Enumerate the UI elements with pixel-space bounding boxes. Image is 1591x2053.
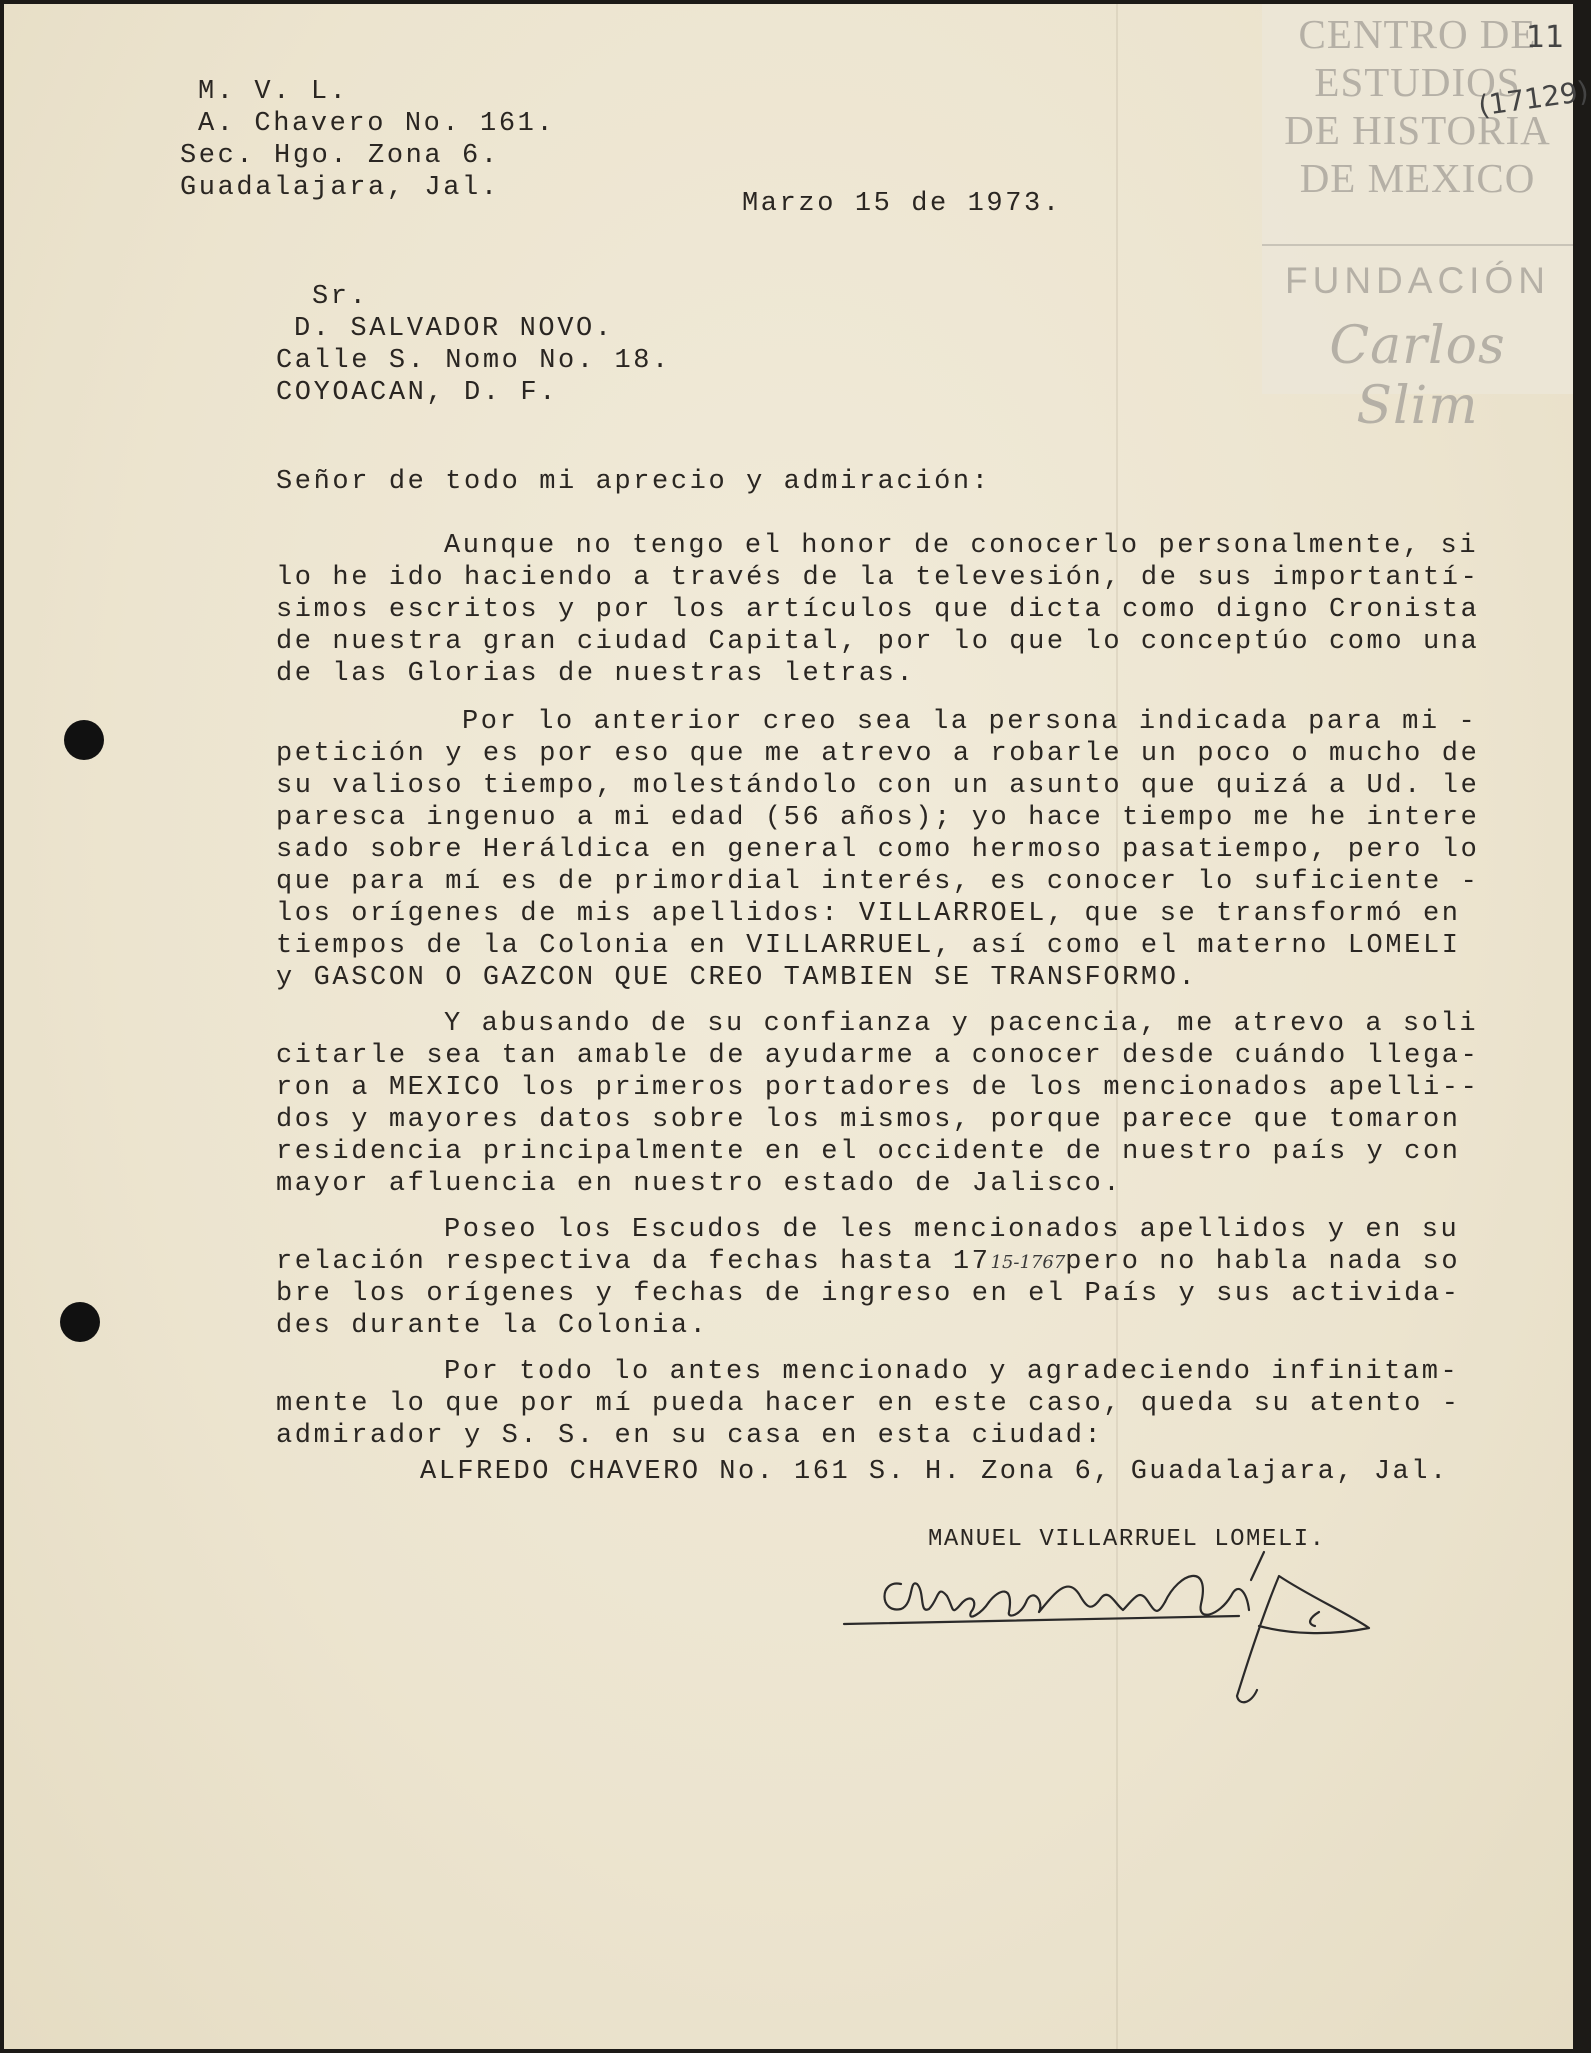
recipient-line: COYOACAN, D. F. [276, 378, 559, 408]
letter-page [4, 4, 1591, 2049]
paragraph-1-line: de las Glorias de nuestras letras. [276, 659, 916, 689]
sender-line: Guadalajara, Jal. [180, 173, 500, 203]
paragraph-4-line: Poseo los Escudos de les mencionados apellidos y en su [444, 1215, 1460, 1245]
paragraph-2-line: y GASCON O GAZCON QUE CREO TAMBIEN SE TRANSFORMO. [276, 963, 1198, 993]
folio-annotation: (17129) [1476, 74, 1591, 123]
paragraph-2-line: tiempos de la Colonia en VILLARRUEL, así como el materno LOMELI [276, 931, 1461, 961]
address-line: ALFREDO CHAVERO No. 161 S. H. Zona 6, Guadalajara, Jal. [420, 1457, 1449, 1487]
paragraph-3-line: citarle sea tan amable de ayudarme a conocer desde cuándo llega- [276, 1041, 1480, 1071]
paragraph-4-line: bre los orígenes y fechas de ingreso en el País y sus activida- [276, 1279, 1461, 1309]
paragraph-2-line: que para mí es de primordial interés, es conocer lo suficiente - [276, 867, 1480, 897]
paragraph-1-line: Aunque no tengo el honor de conocerlo personalmente, si [444, 531, 1479, 561]
handwritten-signature [839, 1484, 1379, 1714]
stamp-line: DE HISTORIA [1284, 107, 1551, 153]
sender-line: M. V. L. [198, 77, 349, 107]
recipient-line: D. SALVADOR NOVO. [294, 314, 614, 344]
handwritten-date: 15-1767 [990, 1252, 1066, 1273]
paragraph-1-line: simos escritos y por los artículos que dicta como digno Cronista [276, 595, 1480, 625]
paragraph-2-line: los orígenes de mis apellidos: VILLARROEL, que se transformó en [276, 899, 1461, 929]
archive-stamp [1262, 4, 1573, 436]
paragraph-4-line [276, 1246, 1460, 1279]
sender-line: A. Chavero No. 161. [198, 109, 556, 139]
stamp-foundation: FUNDACIÓN [1285, 260, 1550, 301]
paragraph-5-line: mente lo que por mí pueda hacer en este caso, queda su atento - [276, 1389, 1461, 1419]
paragraph-5-line: admirador y S. S. en su casa en esta ciudad: [276, 1421, 1104, 1451]
paragraph-2-line: su valioso tiempo, molestándolo con un asunto que quizá a Ud. le [276, 771, 1480, 801]
paragraph-1-line: lo he ido haciendo a través de la televesión, de sus importantí- [276, 563, 1480, 593]
paragraph-2-line: paresca ingenuo a mi edad (56 años); yo hace tiempo me he intere [276, 803, 1480, 833]
salutation: Señor de todo mi aprecio y admiración: [276, 467, 991, 497]
paragraph-2-line: Por lo anterior creo sea la persona indicada para mi - [462, 707, 1478, 737]
letter-date: Marzo 15 de 1973. [742, 189, 1062, 219]
paragraph-3-line: Y abusando de su confianza y pacencia, me atrevo a soli [444, 1009, 1479, 1039]
paragraph-2-line: sado sobre Heráldica en general como hermoso pasatiempo, pero lo [276, 835, 1480, 865]
paragraph-3-line: ron a MEXICO los primeros portadores de los mencionados apelli-- [276, 1073, 1480, 1103]
paragraph-3-line: residencia principalmente en el occidente de nuestro país y con [276, 1137, 1461, 1167]
paragraph-1-line: de nuestra gran ciudad Capital, por lo que lo conceptúo como una [276, 627, 1480, 657]
stamp-owner: Carlos Slim [1329, 316, 1506, 436]
recipient-line: Calle S. Nomo No. 18. [276, 346, 671, 376]
paragraph-4-typed-end: pero no habla nada so [1065, 1247, 1461, 1277]
paragraph-2-line: petición y es por eso que me atrevo a robarle un poco o mucho de [276, 739, 1480, 769]
recipient-line: Sr. [312, 282, 369, 312]
stamp-divider [1262, 244, 1573, 246]
paragraph-4-typed: relación respectiva da fechas hasta 17 [276, 1247, 991, 1277]
paragraph-5-line: Por todo lo antes mencionado y agradeciendo infinitam- [444, 1357, 1460, 1387]
signature-name: MANUEL VILLARRUEL LOMELI. [928, 1526, 1326, 1553]
paragraph-3-line: mayor afluencia en nuestro estado de Jalisco. [276, 1169, 1123, 1199]
sender-line: Sec. Hgo. Zona 6. [180, 141, 500, 171]
stamp-line: DE MEXICO [1299, 155, 1536, 201]
paragraph-4-line: des durante la Colonia. [276, 1311, 709, 1341]
stamp-line: CENTRO DE [1298, 11, 1537, 57]
punch-hole-bottom [60, 1302, 100, 1342]
stamp-line: ESTUDIOS [1314, 59, 1521, 105]
page-number-annotation: 11 [1526, 20, 1565, 55]
punch-hole-top [64, 720, 104, 760]
paragraph-3-line: dos y mayores datos sobre los mismos, porque parece que tomaron [276, 1105, 1461, 1135]
